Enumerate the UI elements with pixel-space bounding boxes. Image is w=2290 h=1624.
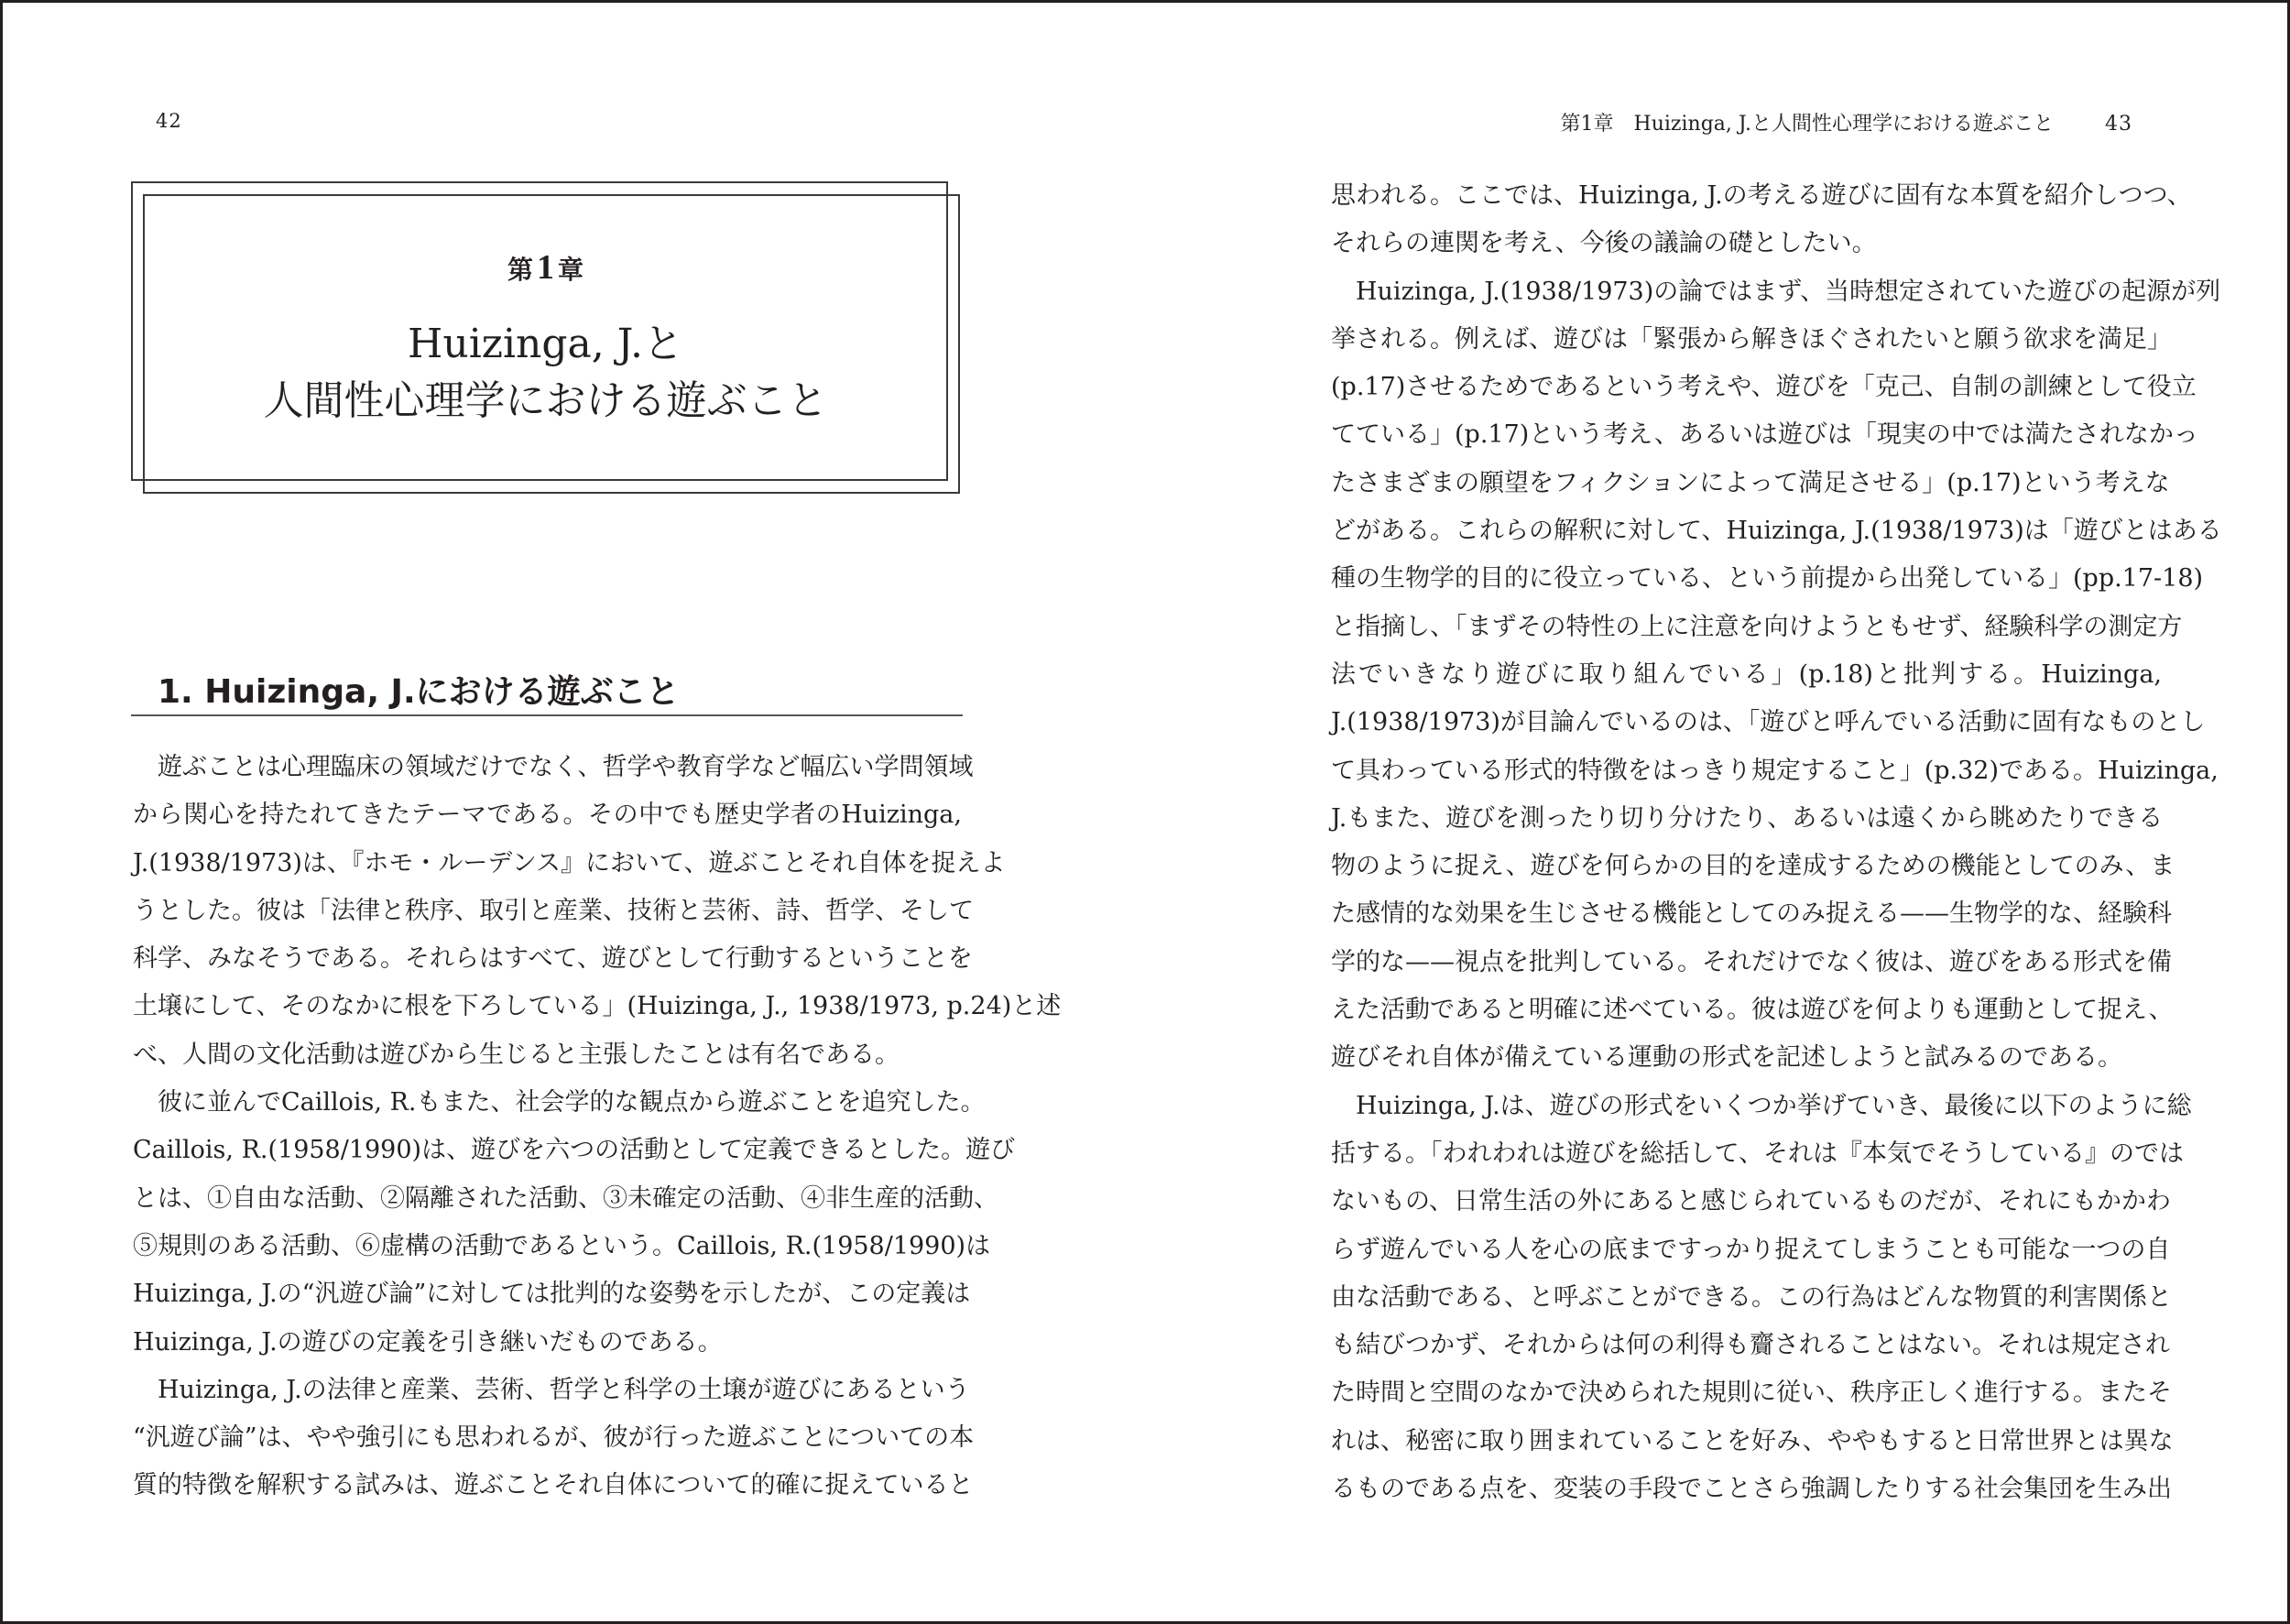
- body-line: Huizinga, J.の“汎遊び論”に対しては批判的な姿勢を示したが、この定義は: [133, 1280, 971, 1309]
- body-line: 遊ぶことは心理臨床の領域だけでなく、哲学や教育学など幅広い学問領域: [158, 753, 974, 781]
- body-line: Huizinga, J.(1938/1973)の論ではまず、当時想定されていた遊びの起源が列: [1356, 277, 2221, 306]
- body-line: ないもの、日常生活の外にあると感じられているものだが、それにもかかわ: [1331, 1187, 2171, 1216]
- right-page-number: 43: [2105, 113, 2132, 136]
- body-line: 括する。「われわれは遊びを総括して、それは『本気でそうしている』のでは: [1331, 1139, 2184, 1168]
- chapter-label-pre: 第: [507, 255, 533, 285]
- body-line: J.(1938/1973)が目論んでいるのは、「遊びと呼んでいる活動に固有なものとし: [1331, 708, 2206, 737]
- right-page: [1145, 0, 2290, 1624]
- body-line: と指摘し、「まずその特性の上に注意を向けようともせず、経験科学の測定方: [1331, 612, 2183, 641]
- body-line: から関心を持たれてきたテーマである。その中でも歴史学者のHuizinga,: [133, 801, 962, 830]
- body-line: れは、秘密に取り囲まれていることを好み、ややもすると日常世界とは異な: [1331, 1426, 2174, 1455]
- body-line: どがある。これらの解釈に対して、Huizinga, J.(1938/1973)は「遊びとはある: [1331, 517, 2222, 546]
- body-line: た時間と空間のなかで決められた規則に従い、秩序正しく進行する。またそ: [1331, 1379, 2172, 1408]
- chapter-title-line-1: Huizinga, J.と: [408, 321, 683, 367]
- body-line: 思われる。ここでは、Huizinga, J.の考える遊びに固有な本質を紹介しつつ、: [1331, 181, 2192, 210]
- body-line: 質的特徴を解釈する試みは、遊ぶことそれ自体について的確に捉えていると: [133, 1471, 974, 1500]
- body-line: Huizinga, J.の法律と産業、芸術、哲学と科学の土壌が遊びにあるという: [158, 1375, 970, 1404]
- body-line: 科学、みなそうである。それらはすべて、遊びとして行動するということを: [133, 944, 973, 974]
- body-line: J.(1938/1973)は、『ホモ・ルーデンス』において、遊ぶことそれ自体を捉えよ: [133, 848, 1006, 877]
- body-line: 学的な——視点を批判している。それだけでなく彼は、遊びをある形式を備: [1331, 947, 2172, 976]
- body-line: それらの連関を考え、今後の議論の礎としたい。: [1331, 229, 1877, 258]
- left-body-text: [133, 744, 1062, 1510]
- body-line: たさまざまの願望をフィクションによって満足させる」(p.17)という考えな: [1331, 468, 2170, 497]
- body-line: とは、①自由な活動、②隔離された活動、③未確定の活動、④非生産的活動、: [133, 1183, 998, 1213]
- body-line: うとした。彼は「法律と秩序、取引と産業、技術と芸術、詩、哲学、そして: [133, 896, 974, 925]
- chapter-title: [131, 316, 960, 430]
- body-line: た感情的な効果を生じさせる機能としてのみ捉える——生物学的な、経験科: [1331, 899, 2172, 929]
- body-line: 挙される。例えば、遊びは「緊張から解きほぐされたいと願う欲求を満足」: [1331, 324, 2172, 354]
- section-title: 1. Huizinga, J.における遊ぶこと: [158, 673, 680, 711]
- body-line: べ、人間の文化活動は遊びから生じると主張したことは有名である。: [133, 1040, 900, 1069]
- body-line: “汎遊び論”は、やや強引にも思われるが、彼が行った遊ぶことについての本: [133, 1423, 975, 1453]
- body-line: るものである点を、変装の手段でことさら強調したりする社会集団を生み出: [1331, 1475, 2172, 1504]
- body-line: 由な活動である、と呼ぶことができる。この行為はどんな物質的利害関係と: [1331, 1282, 2172, 1312]
- body-line: て具わっている形式的特徴をはっきり規定すること」(p.32)である。Huizinga,: [1331, 756, 2219, 785]
- chapter-label-post: 章: [558, 255, 584, 285]
- body-line: 彼に並んでCaillois, R.もまた、社会学的な観点から遊ぶことを追究した。: [158, 1088, 986, 1117]
- body-line: えた活動であると明確に述べている。彼は遊びを何よりも運動として捉え、: [1331, 996, 2174, 1025]
- body-line: ⑤規則のある活動、⑥虚構の活動であるという。Caillois, R.(1958/1990)は: [133, 1231, 991, 1260]
- chapter-label-number: 1: [537, 248, 554, 287]
- body-line: 遊びそれ自体が備えている運動の形式を記述しようと試みるのである。: [1331, 1043, 2122, 1073]
- right-body-text: [1331, 172, 2222, 1513]
- body-line: Caillois, R.(1958/1990)は、遊びを六つの活動として定義できるとした。遊び: [133, 1136, 1016, 1165]
- chapter-title-line-2: 人間性心理学における遊ぶこと: [263, 377, 828, 424]
- body-line: も結びつかず、それからは何の利得も齎されることはない。それは規定され: [1331, 1331, 2170, 1360]
- running-head: [1561, 108, 2132, 136]
- body-line: 法でいきなり遊びに取り組んでいる」(p.18)と批判する。Huizinga,: [1331, 659, 2162, 689]
- body-line: てている」(p.17)という考え、あるいは遊びは「現実の中では満たされなかっ: [1331, 420, 2198, 450]
- body-line: Huizinga, J.の遊びの定義を引き継いだものである。: [133, 1327, 723, 1357]
- section-rule: [131, 714, 963, 716]
- body-line: J.もまた、遊びを測ったり切り分けたり、あるいは遠くから眺めたりできる: [1331, 803, 2164, 833]
- left-page-number: 42: [156, 110, 182, 132]
- body-line: Huizinga, J.は、遊びの形式をいくつか挙げていき、最後に以下のように総: [1356, 1091, 2192, 1120]
- body-line: 種の生物学的目的に役立っている、という前提から出発している」(pp.17-18): [1331, 564, 2204, 594]
- body-line: 物のように捉え、遊びを何らかの目的を達成するための機能としてのみ、ま: [1331, 852, 2176, 881]
- body-line: らず遊んでいる人を心の底まですっかり捉えてしまうことも可能な一つの自: [1331, 1235, 2171, 1264]
- body-line: (p.17)させるためであるという考えや、遊びを「克己、自制の訓練として役立: [1331, 373, 2197, 402]
- body-line: 土壌にして、そのなかに根を下ろしている」(Huizinga, J., 1938/1973, p.24)と述: [133, 992, 1062, 1021]
- chapter-label: [131, 247, 960, 288]
- running-head-title: 第1章 Huizinga, J.と人間性心理学における遊ぶこと: [1560, 113, 2054, 136]
